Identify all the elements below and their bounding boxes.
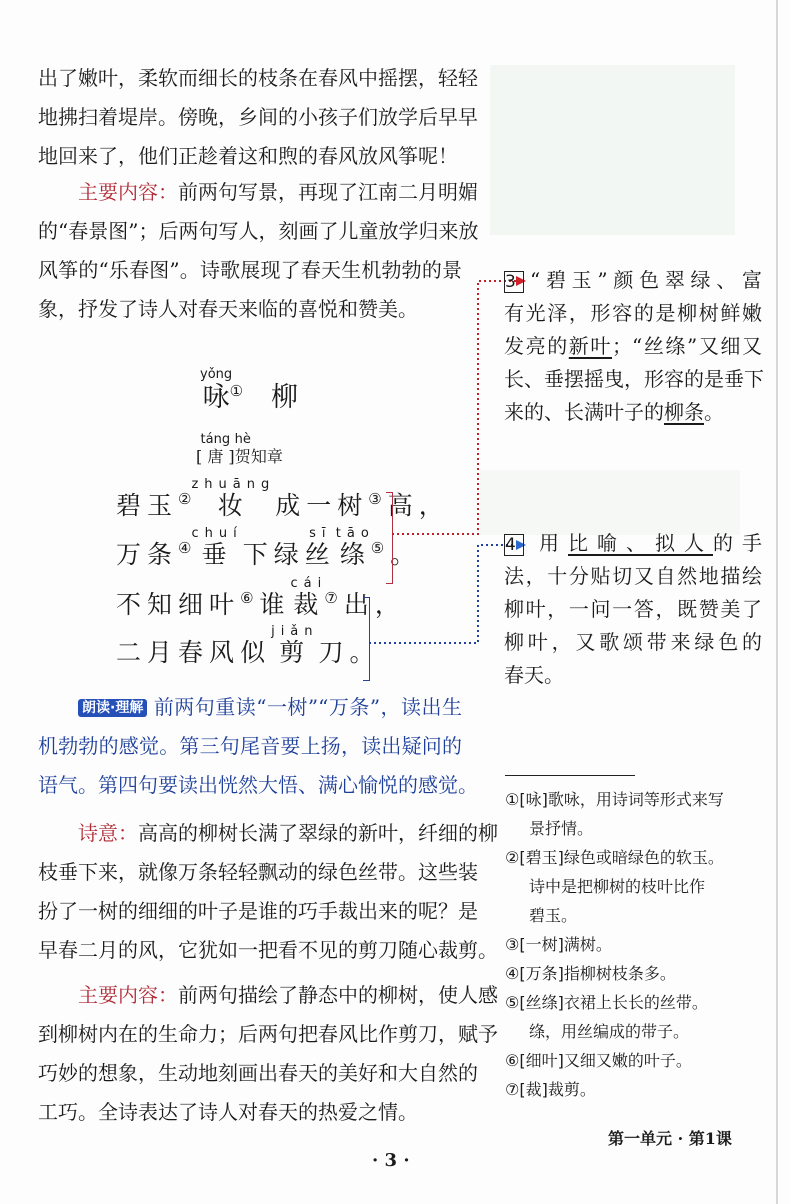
character: 知 [250,447,267,466]
character: 碧 [116,491,148,520]
character: 月 [147,638,179,667]
footnote-line: ④[万条]指柳树枝条多。 [505,964,676,983]
character: ， [374,590,406,619]
pinyin: cái [290,576,328,591]
line-text: 工巧。全诗表达了诗人对春天的热爱之情。 [38,1100,418,1124]
character: 似 [240,638,272,667]
line-text: 前两句描绘了静态中的柳树，使人感 [178,983,498,1007]
note-marker: ② [178,490,198,508]
character: 。 [390,540,422,569]
line-text: 地回来了，他们正趁着这和煦的春风放风筝呢！ [38,144,458,168]
reading-badge: 朗读·理解 [78,699,147,717]
character: 叶 [209,590,241,619]
text-line [38,853,478,892]
annotation-text: 有光泽，形容的是柳树鲜嫩 [504,301,762,325]
note-marker: ⑤ [370,539,391,557]
line-text: 前两句重读“一树”“万条”，读出生 [153,695,462,719]
footnote-line: 绦，用丝编成的带子。 [529,1022,690,1041]
line-text: 扮了一树的细细的叶子是谁的巧手裁出来的呢？是 [38,899,478,923]
annotation-text: 春天。 [504,663,564,687]
character: 刀 [318,638,350,667]
annotation-text: 的手 [713,531,762,555]
annotation-number: 3 [504,271,524,293]
pinyin: tāo [335,526,375,541]
annotation-text: 来的、长满叶子的 [504,400,664,424]
text-line [38,727,462,766]
annotation-text: 法，十分贴切又自然地描绘 [504,564,762,588]
character: 一 [306,491,338,520]
underlined-text: 柳条 [664,400,704,424]
footnote-line: ②[碧玉]绿色或暗绿色的软玉。 [505,848,724,867]
character: 丝 [304,540,336,569]
pinyin: zhuāng [191,477,276,492]
unit-lesson-footer: 第一单元 · 第1课 [608,1129,732,1148]
footnotes [505,785,745,1104]
blue-connector [369,545,516,643]
line-text: 地拂扫着堤岸。傍晚，乡间的小孩子们放学后早早 [38,105,478,129]
character: 妆 [191,491,276,520]
character: 春 [178,638,210,667]
character: 贺 [234,447,251,466]
footnote-line: 碧玉。 [529,906,578,925]
section-label: 诗意： [78,821,138,845]
character: 章 [266,447,283,466]
line-text: 到柳树内在的生命力；后两句把春风比作剪刀，赋予 [38,1022,498,1046]
text-line [38,892,478,931]
pinyin: yǒng [200,367,233,382]
line-text: 前两句写景，再现了江南二月明媚 [178,180,478,204]
text-line [38,814,498,853]
note-marker: ⑥ [240,589,260,607]
annotation-text: “碧玉”颜色翠绿、富 [530,268,762,292]
text-line [38,688,462,727]
underlined-text: 比喻、拟人 [568,531,713,555]
note-marker: ③ [368,490,388,508]
page-number: · 3 · [372,1150,410,1171]
character: 细 [178,590,210,619]
character: 二 [116,638,148,667]
character: 裁 [290,590,328,619]
character: 风 [209,638,241,667]
pinyin: jiǎn [271,624,319,639]
line-text: 机勃勃的感觉。第三句尾音要上扬，读出疑问的 [38,734,462,758]
annotation-text: 。 [704,400,724,424]
poem-meaning [38,814,498,970]
footnote-line: ⑦[裁]裁剪。 [505,1080,596,1099]
summary-paragraph-2 [38,976,498,1132]
annotation-text: 用 [530,531,568,555]
line-text: 语气。第四句要读出恍然大悟、满心愉悦的感觉。 [38,773,478,797]
text-line [38,931,498,970]
annotation-4 [504,527,762,692]
dynasty-text: [ 唐 ] [196,447,235,466]
pinyin: táng [196,432,235,447]
character: 玉 [147,491,179,520]
text-line [38,1015,498,1054]
character: 剪 [271,638,319,667]
line-text: 的“春景图”；后两句写人，刻画了儿童放学归来放 [38,219,479,243]
footnote-line: 诗中是把柳树的枝叶比作 [529,877,706,896]
character: 万 [116,540,148,569]
underlined-text: 新叶 [568,334,612,358]
line-text: 早春二月的风，它犹如一把看不见的剪刀随心裁剪。 [38,938,498,962]
character: 知 [147,590,179,619]
character: 出 [343,590,375,619]
red-connector [392,281,516,534]
character: 树 [337,491,369,520]
annotation-text: 柳叶，一问一答，既赞美了 [504,597,762,621]
section-label: 主要内容： [78,180,178,204]
character: 。 [349,638,381,667]
character: 条 [147,540,179,569]
pinyin: chuí [191,526,243,541]
character: 成 [275,491,307,520]
character: 绿 [273,540,305,569]
annotation-text: 长、垂摆摇曳，形容的是垂下 [504,367,764,391]
character: 高 [387,491,419,520]
line-text: 高高的柳树长满了翠绿的新叶，纤细的柳 [138,821,498,845]
character: 绦 [335,540,375,569]
note-marker: ④ [178,539,198,557]
reading-guide [38,688,478,805]
text-line [38,976,498,1015]
character: 下 [242,540,274,569]
footnote-divider [505,775,635,776]
line-text: 风筝的“乐春图”。诗歌展现了春天生机勃勃的景 [38,258,462,282]
character: 不 [116,590,148,619]
annotation-text: 发亮的 [504,334,569,358]
section-label: 主要内容： [78,983,178,1007]
footnote-line: 景抒情。 [529,819,594,838]
line-text: 枝垂下来，就像万条轻轻飘动的绿色丝带。这些装 [38,860,478,884]
text-line [38,766,478,805]
annotation-number: 4 [504,534,524,556]
character: 垂 [191,540,243,569]
pinyin: hè [234,432,251,447]
note-marker: ⑦ [324,589,344,607]
footnote-line: ③[一树]满树。 [505,935,612,954]
annotation-text: 柳叶，又歌颂带来绿色的 [504,630,762,654]
line-text: 象，抒发了诗人对春天来临的喜悦和赞美。 [38,297,418,321]
line-text: 出了嫩叶，柔软而细长的枝条在春风中摇摆，轻轻 [38,66,478,90]
character: ， [418,491,450,520]
annotation-3 [504,264,762,429]
annotation-text: ；“丝绦”又细又 [612,334,763,358]
character: 谁 [259,590,291,619]
footnote-line: ①[咏]歌咏，用诗词等形式来写 [505,790,724,809]
text-line [38,1054,478,1093]
pinyin: sī [304,526,336,541]
character: 咏 [200,382,233,413]
text-line [38,1093,462,1132]
footnote-line: ⑥[细叶]又细又嫩的叶子。 [505,1051,692,1070]
character: 柳 [271,382,299,413]
footnote-line: ⑤[丝绦]衣裙上长长的丝带。 [505,993,708,1012]
note-marker: ① [229,382,244,400]
line-text: 巧妙的想象，生动地刻画出春天的美好和大自然的 [38,1061,478,1085]
